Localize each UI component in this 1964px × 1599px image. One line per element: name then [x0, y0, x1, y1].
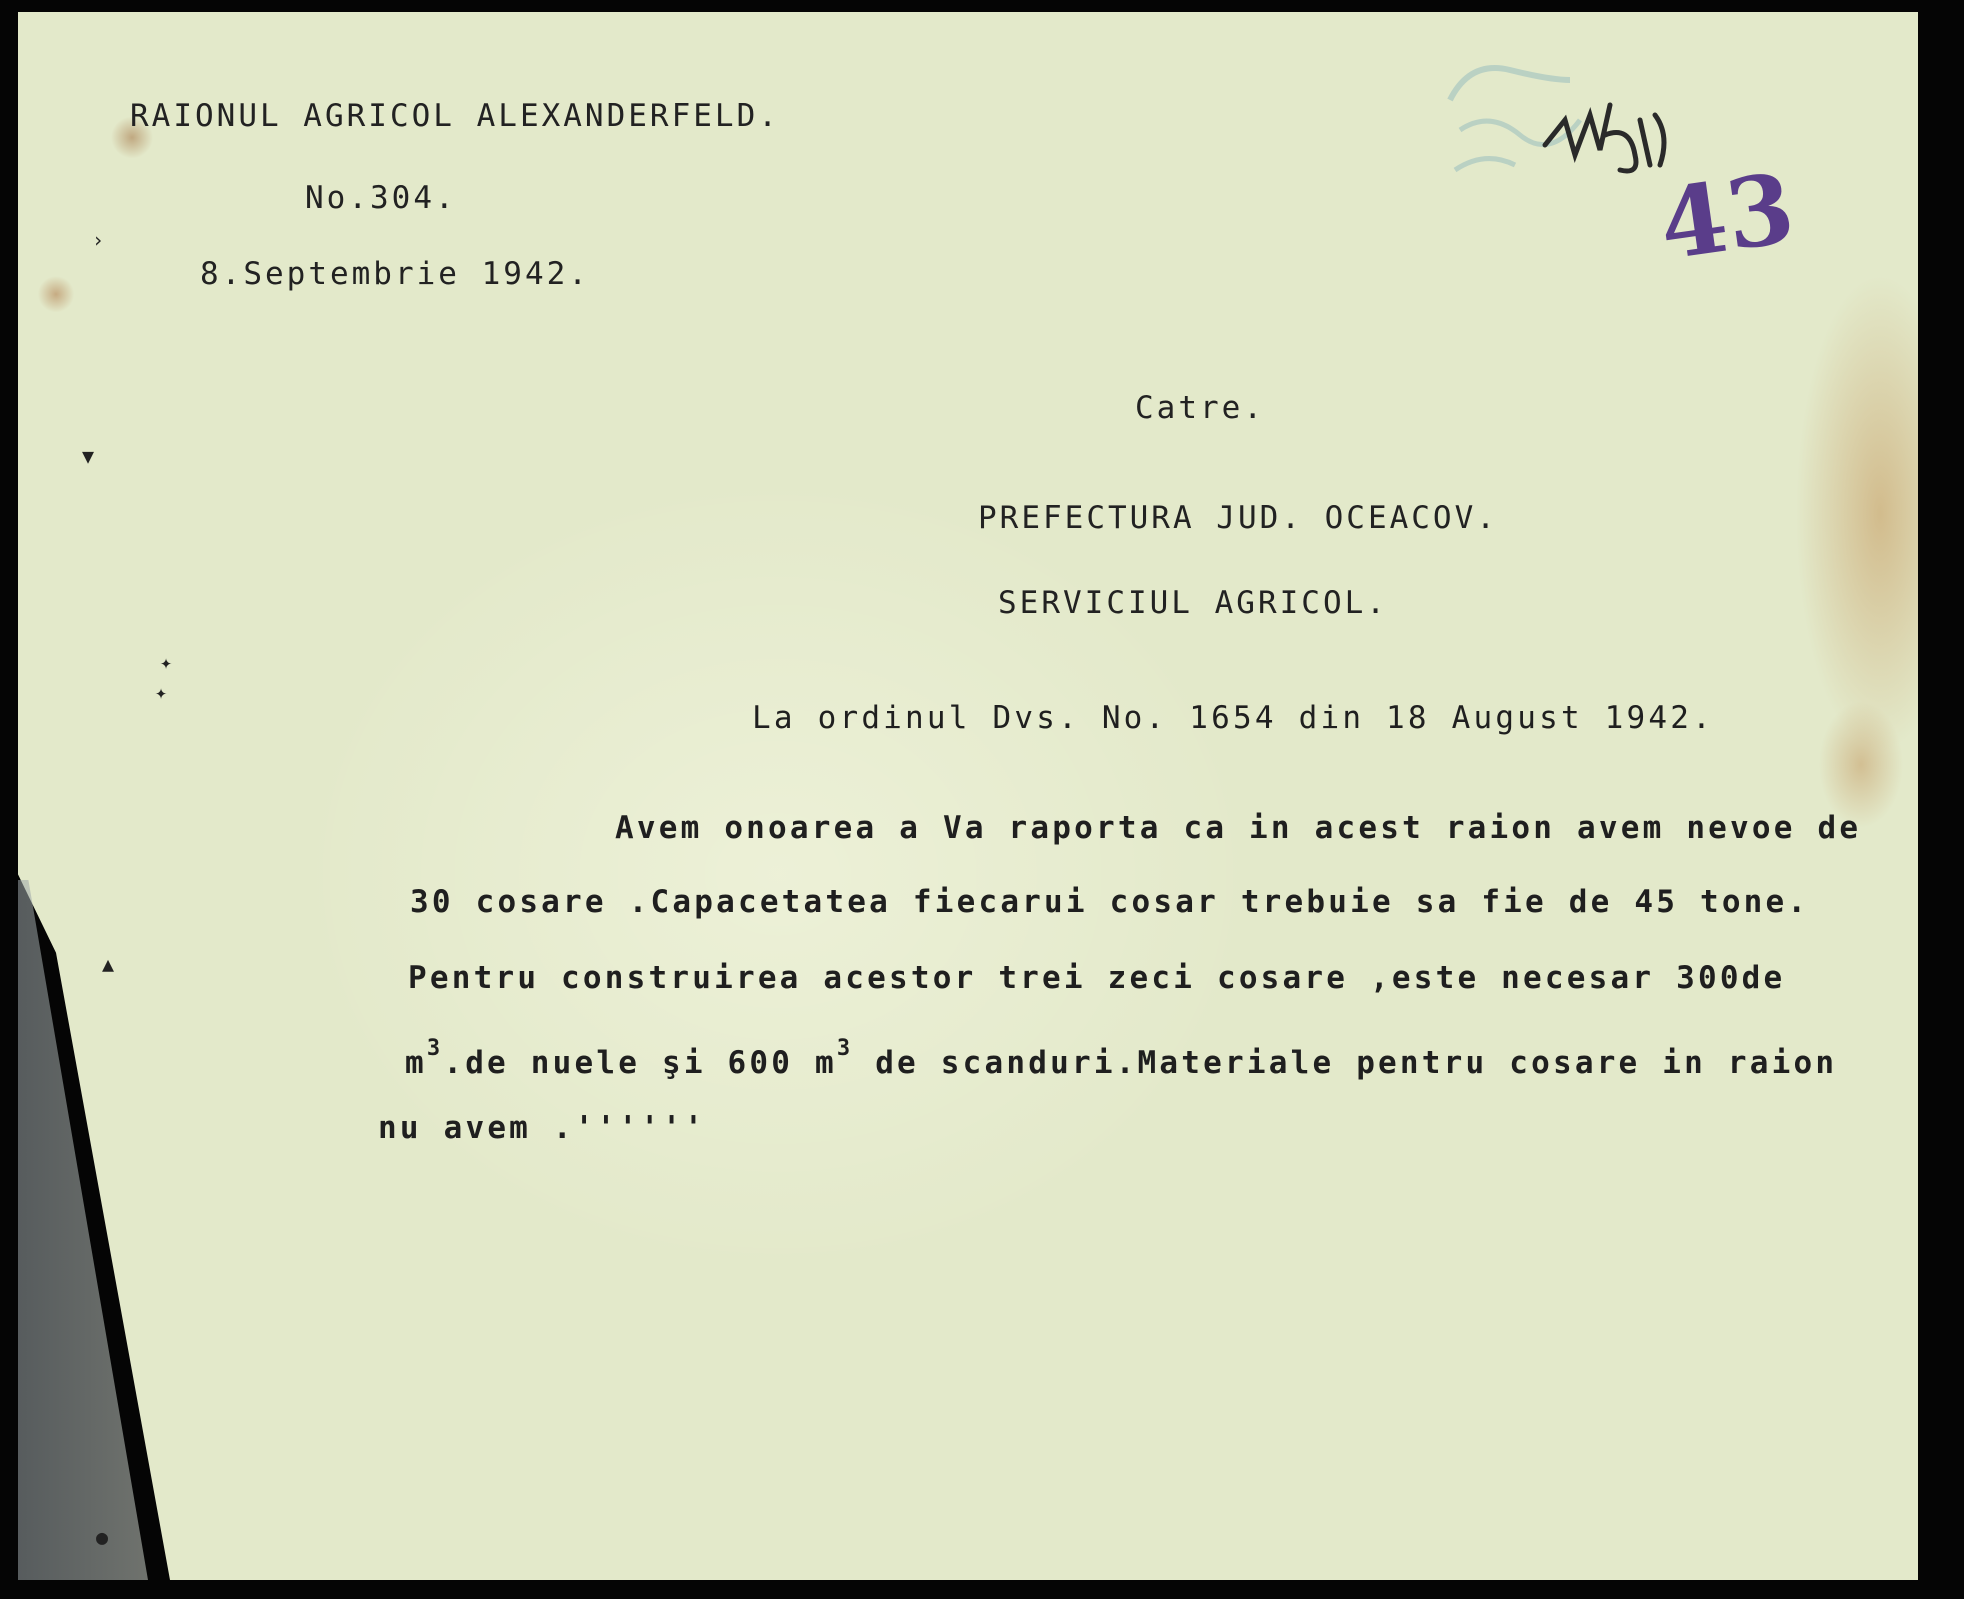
body-line-4-part3: de scanduri.Materiale pentru cosare in raion [853, 1045, 1838, 1081]
cubic-superscript-1: 3 [426, 1036, 444, 1061]
recipient-office: PREFECTURA JUD. OCEACOV. [978, 500, 1498, 536]
body-line-5: nu avem .'''''' [378, 1110, 706, 1146]
margin-mark: ▼ [82, 444, 95, 468]
recipient-to: Catre. [1135, 390, 1265, 426]
sender-org: RAIONUL AGRICOL ALEXANDERFELD. [130, 98, 780, 134]
body-line-4 [405, 1036, 1837, 1081]
reference-line: La ordinul Dvs. No. 1654 din 18 August 1942. [752, 700, 1714, 736]
body-line-1: Avem onoarea a Va raporta ca in acest raion avem nevoe de [615, 810, 1862, 846]
margin-mark: › [92, 228, 105, 252]
body-line-3: Pentru construirea acestor trei zeci cosare ,este necesar 300de [408, 960, 1786, 996]
recipient-service: SERVICIUL AGRICOL. [998, 585, 1388, 621]
body-line-4-part1: m [405, 1045, 427, 1081]
document-date: 8.Septembrie 1942. [200, 256, 590, 292]
margin-mark: ▲ [102, 952, 115, 976]
cubic-superscript-2: 3 [836, 1036, 854, 1061]
document-number: No.304. [305, 180, 457, 216]
margin-mark: ✦ [155, 680, 168, 704]
body-line-4-part2: .de nuele şi 600 m [443, 1045, 837, 1081]
margin-mark: ● [96, 1525, 109, 1549]
handwritten-page-number: 43 [1652, 151, 1801, 282]
margin-mark: ✦ [160, 650, 173, 674]
document-sheet [18, 12, 1918, 1580]
body-line-2: 30 cosare .Capacetatea fiecarui cosar trebuie sa fie de 45 tone. [410, 884, 1810, 920]
